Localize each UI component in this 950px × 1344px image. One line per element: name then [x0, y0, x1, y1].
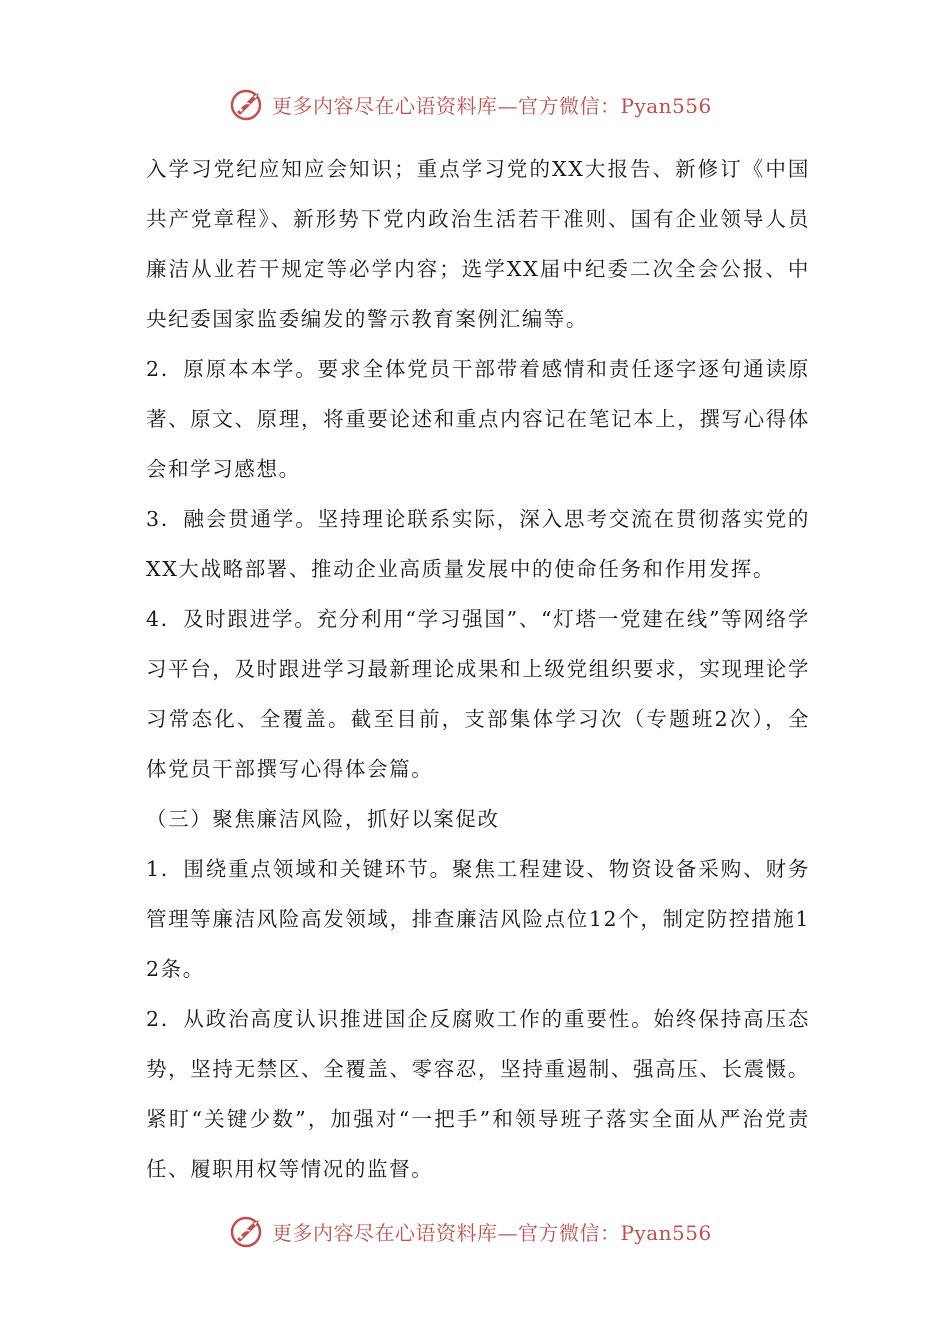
paragraph-2: 2．原原本本学。要求全体党员干部带着感情和责任逐字逐句通读原著、原文、原理，将重要论述和重点内容记在笔记本上，撰写心得体会和学习感想。 [146, 357, 810, 481]
section-heading: （三）聚焦廉洁风险，抓好以案促改 [146, 807, 500, 831]
document-body [146, 144, 810, 1194]
watermark-banner-bottom [228, 1209, 748, 1253]
watermark-banner-top [228, 82, 748, 126]
pen-nib-logo-icon [228, 84, 268, 124]
paragraph-6: 2．从政治高度认识推进国企反腐败工作的重要性。始终保持高压态势，坚持无禁区、全覆盖、零容忍，坚持重遏制、强高压、长震慑。紧盯“关键少数”，加强对“一把手”和领导班子落实全面从严治党责任、履职用权等情况的监督。 [146, 1007, 810, 1181]
watermark-text: 更多内容尽在心语资料库—官方微信：Pyan556 [272, 1220, 712, 1245]
paragraph-3: 3．融会贯通学。坚持理论联系实际，深入思考交流在贯彻落实党的XX大战略部署、推动企业高质量发展中的使命任务和作用发挥。 [146, 507, 810, 581]
paragraph-1: 入学习党纪应知应会知识；重点学习党的XX大报告、新修订《中国共产党章程》、新形势下党内政治生活若干准则、国有企业领导人员廉洁从业若干规定等必学内容；选学XX届中纪委二次全会公报、中央纪委国家监委编发的警示教育案例汇编等。 [146, 157, 810, 331]
paragraph-5: 1．围绕重点领域和关键环节。聚焦工程建设、物资设备采购、财务管理等廉洁风险高发领域，排查廉洁风险点位12个，制定防控措施12条。 [146, 857, 810, 981]
watermark-text: 更多内容尽在心语资料库—官方微信：Pyan556 [272, 93, 712, 118]
pen-nib-logo-icon [228, 1211, 268, 1251]
paragraph-4: 4．及时跟进学。充分利用“学习强国”、“灯塔一党建在线”等网络学习平台，及时跟进学习最新理论成果和上级党组织要求，实现理论学习常态化、全覆盖。截至目前，支部集体学习次（专题班2次），全体党员干部撰写心得体会篇。 [146, 607, 810, 781]
